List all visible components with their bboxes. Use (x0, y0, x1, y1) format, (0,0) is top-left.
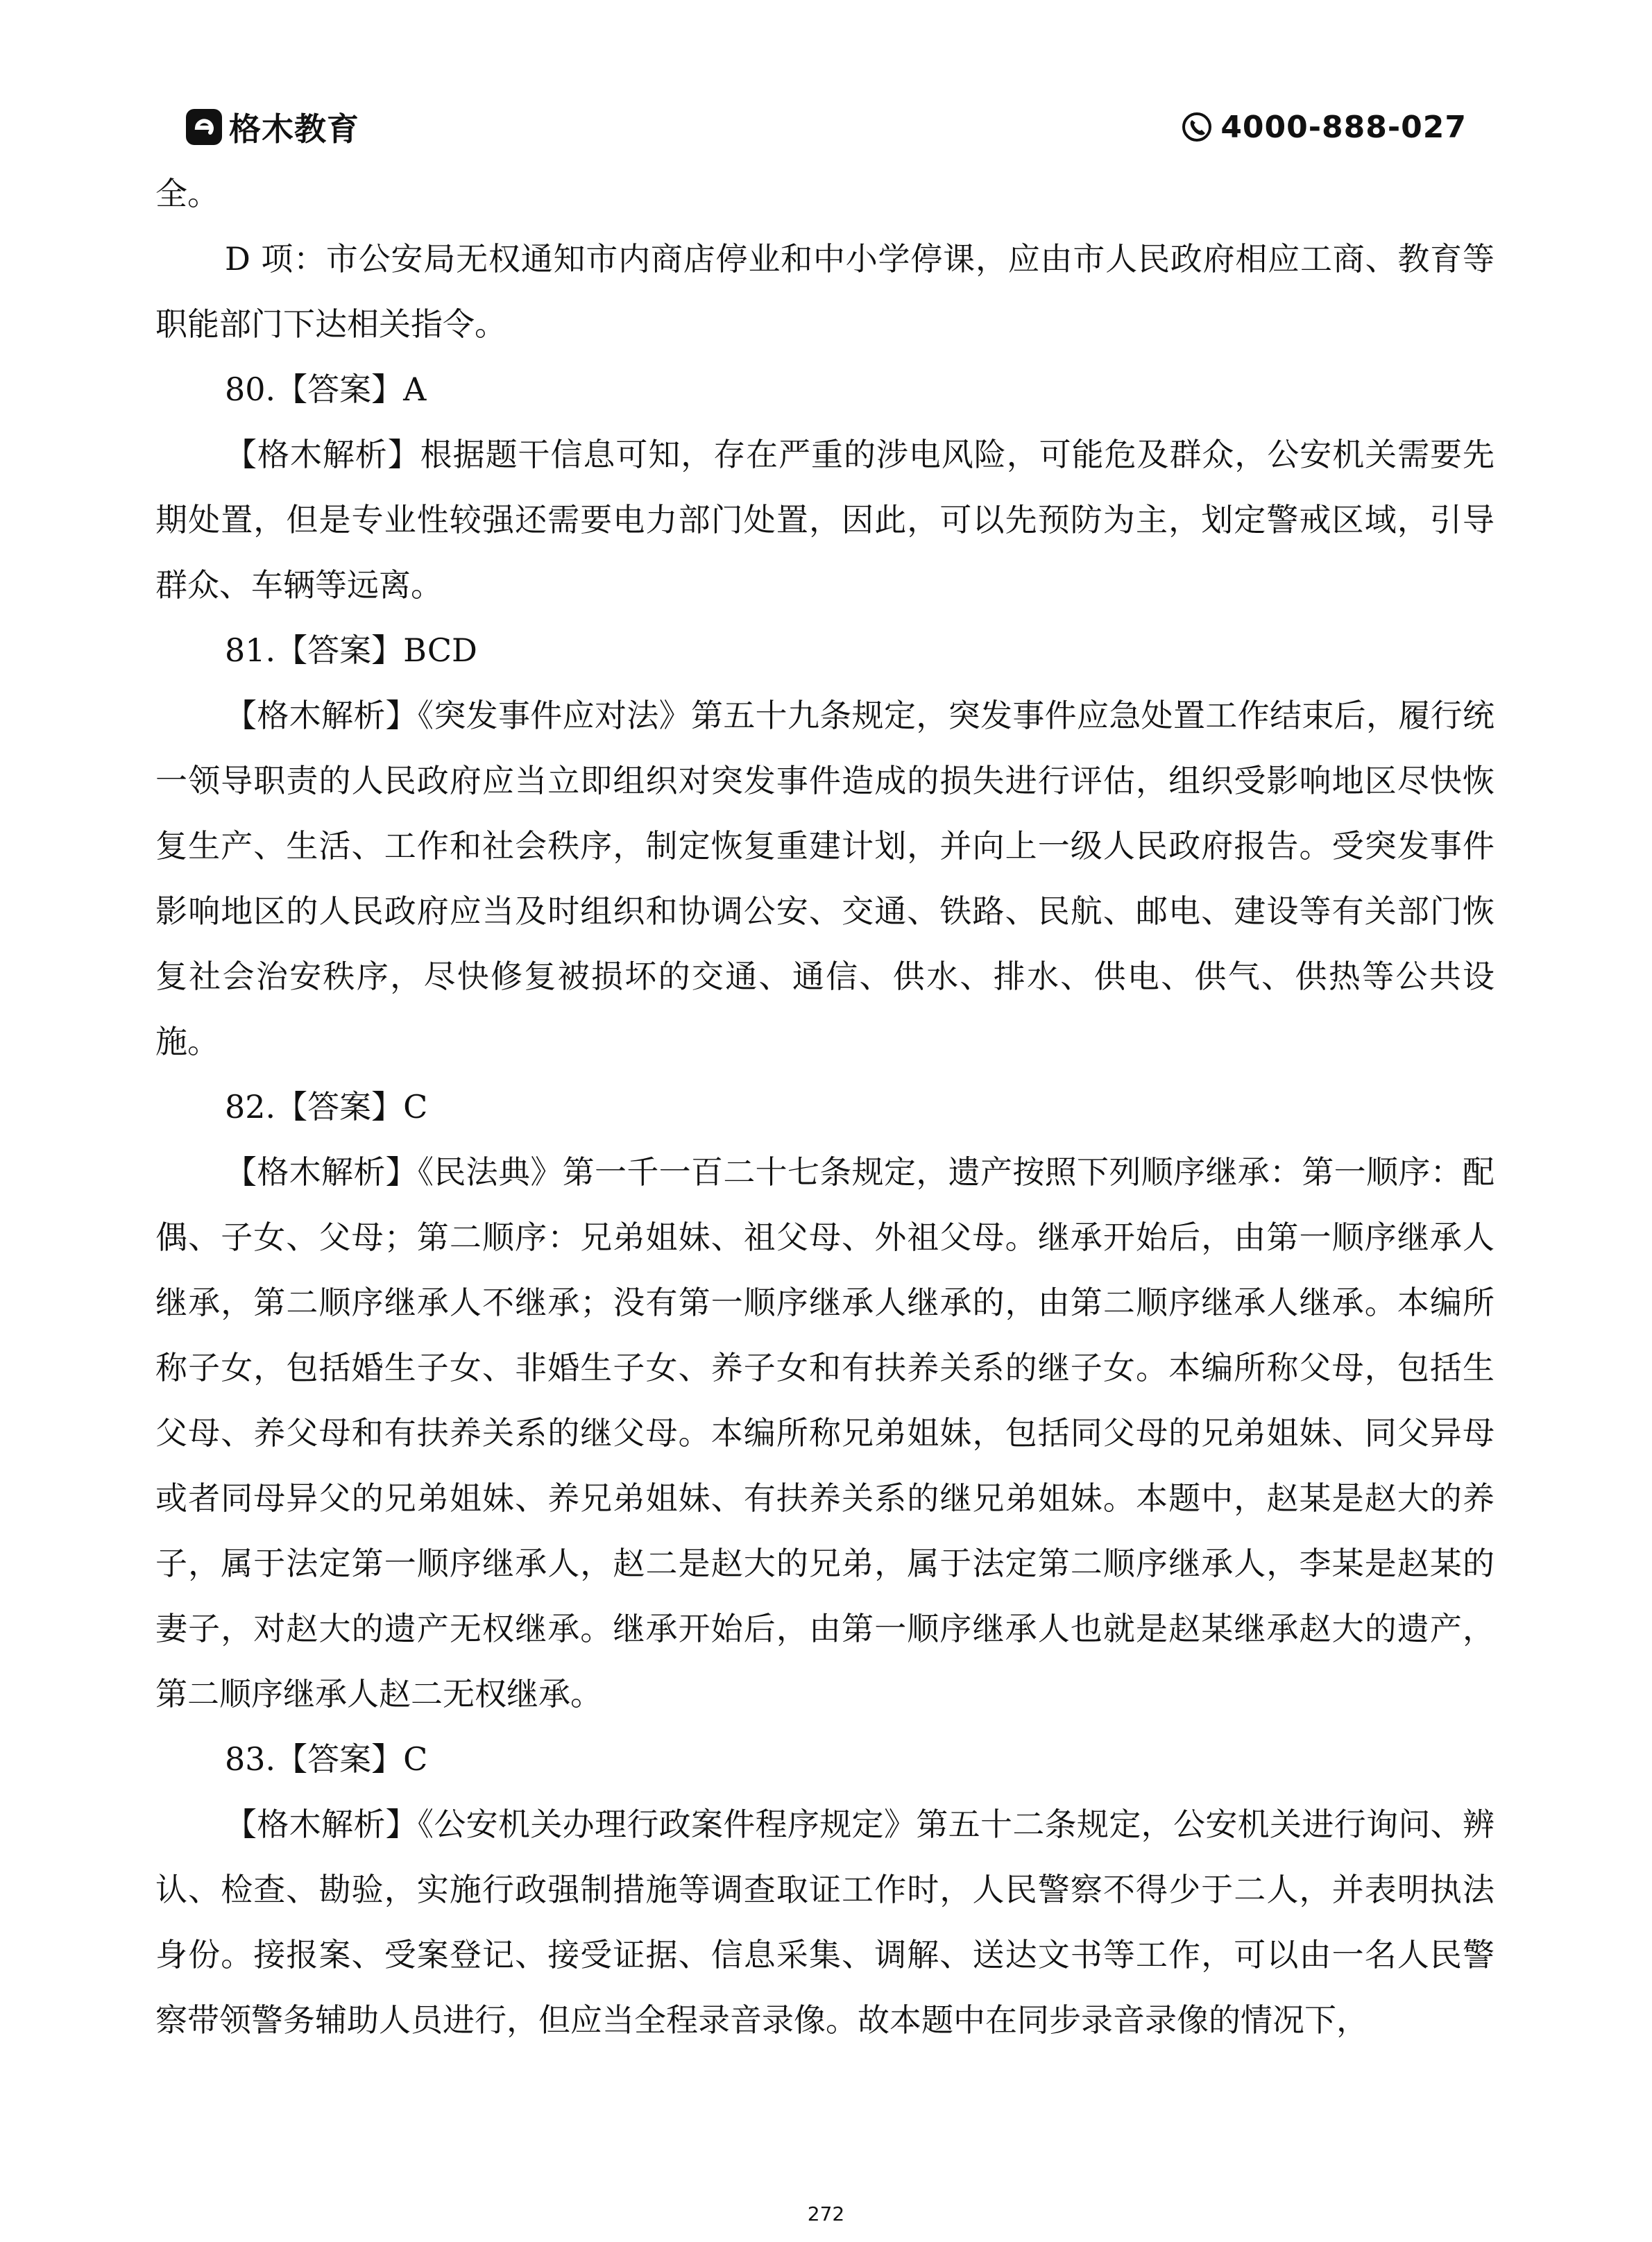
document-body (155, 161, 1495, 2053)
paragraph: 【格木解析】根据题干信息可知，存在严重的涉电风险，可能危及群众，公安机关需要先期处置，但是专业性较强还需要电力部门处置，因此，可以先预防为主，划定警戒区域，引导群众、车辆等远离。 (155, 436, 1495, 604)
paragraph: 全。 (155, 175, 219, 212)
brand-name: 格木教育 (229, 110, 359, 148)
phone-icon (1180, 110, 1214, 144)
e-logo-icon (186, 109, 222, 145)
phone-number: 4000-888-027 (1220, 109, 1467, 145)
paragraph: 82.【答案】C (225, 1088, 428, 1126)
paragraph: 【格木解析】《突发事件应对法》第五十九条规定，突发事件应急处置工作结束后，履行统一领导职责的人民政府应当立即组织对突发事件造成的损失进行评估，组织受影响地区尽快恢复生产、生活、工作和社会秩序，制定恢复重建计划，并向上一级人民政府报告。受突发事件影响地区的人民政府应当及时组织和协调公安、交通、铁路、民航、邮电、建设等有关部门恢复社会治安秩序，尽快修复被损坏的交通、通信、供水、排水、供电、供气、供热等公共设施。 (155, 697, 1495, 1060)
paragraph: 【格木解析】《民法典》第一千一百二十七条规定，遗产按照下列顺序继承：第一顺序：配偶、子女、父母；第二顺序：兄弟姐妹、祖父母、外祖父母。继承开始后，由第一顺序继承人继承，第二顺序继承人不继承；没有第一顺序继承人继承的，由第二顺序继承人继承。本编所称子女，包括婚生子女、非婚生子女、养子女和有扶养关系的继子女。本编所称父母，包括生父母、养父母和有扶养关系的继父母。本编所称兄弟姐妹，包括同父母的兄弟姐妹、同父异母或者同母异父的兄弟姐妹、养兄弟姐妹、有扶养关系的继兄弟姐妹。本题中，赵某是赵大的养子，属于法定第一顺序继承人，赵二是赵大的兄弟，属于法定第二顺序继承人，李某是赵某的妻子，对赵大的遗产无权继承。继承开始后，由第一顺序继承人也就是赵某继承赵大的遗产，第二顺序继承人赵二无权继承。 (155, 1153, 1495, 1713)
phone-contact (1180, 103, 1467, 151)
paragraph: 80.【答案】A (225, 371, 427, 408)
brand-logo (186, 103, 359, 151)
page-header (186, 103, 1467, 151)
paragraph: D 项：市公安局无权通知市内商店停业和中小学停课，应由市人民政府相应工商、教育等职能部门下达相关指令。 (155, 240, 1495, 343)
paragraph: 83.【答案】C (225, 1740, 428, 1778)
page-number: 272 (807, 2202, 845, 2225)
paragraph: 【格木解析】《公安机关办理行政案件程序规定》第五十二条规定，公安机关进行询问、辨认、检查、勘验，实施行政强制措施等调查取证工作时，人民警察不得少于二人，并表明执法身份。接报案、受案登记、接受证据、信息采集、调解、送达文书等工作，可以由一名人民警察带领警务辅助人员进行，但应当全程录音录像。故本题中在同步录音录像的情况下， (155, 1806, 1495, 2039)
paragraph: 81.【答案】BCD (225, 631, 477, 669)
